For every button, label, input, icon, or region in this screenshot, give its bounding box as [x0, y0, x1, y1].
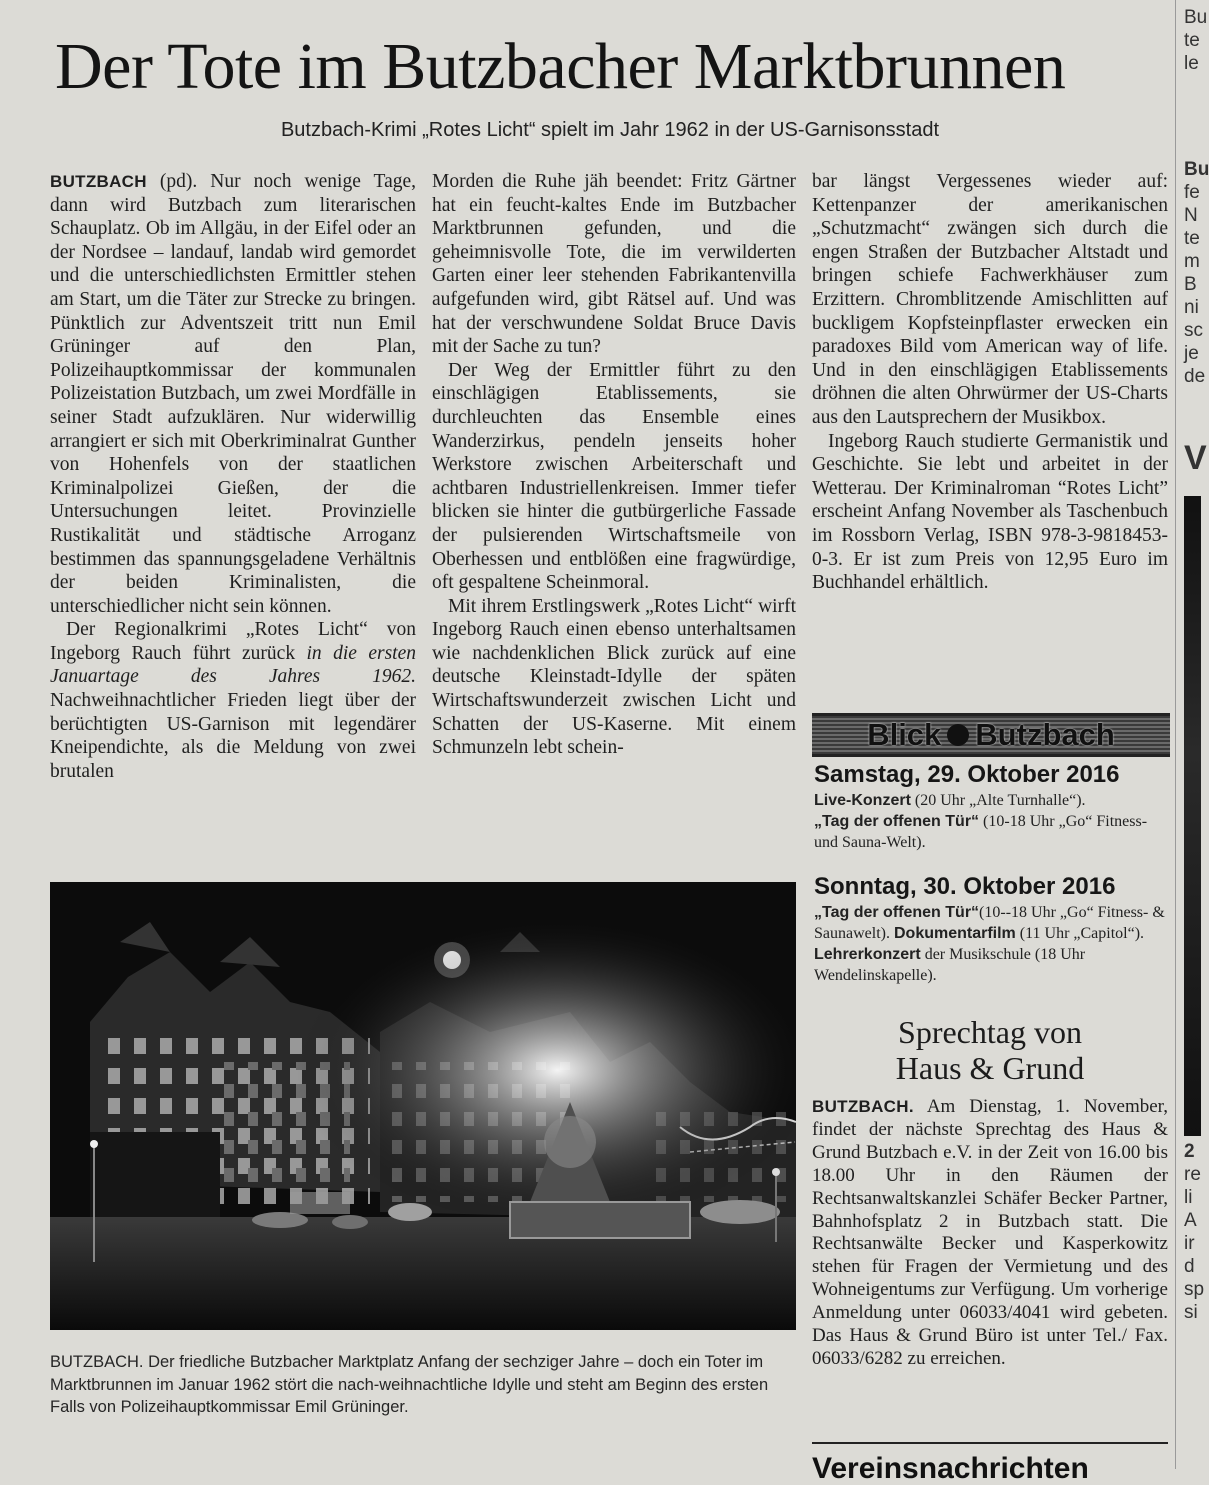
event-info: (10-18 Uhr „Go“ Fitness- und Sauna-Welt).: [814, 813, 1148, 851]
event-details: [814, 790, 1168, 853]
event-info: der Musikschule (18 Uhr Wendelinskapelle).: [814, 946, 1086, 984]
right-edge-fragment: [1184, 1140, 1205, 1324]
event-title: Dokumentarfilm: [893, 925, 1016, 942]
bullet-dot-icon: [947, 724, 969, 746]
fragment-line: te: [1184, 30, 1200, 51]
cut-off-heading: [812, 1452, 1168, 1485]
fragment-line: ni: [1184, 297, 1199, 318]
article-column-3: [812, 170, 1168, 595]
article-headline: Der Tote im Butzbacher Marktbrunnen: [55, 30, 1066, 103]
article-paragraph: Morden die Ruhe jäh beendet: Fritz Gärtner hat ein feucht-kaltes Ende im Butzbacher Marktbrunnen gefunden, und die geheimnisvolle Tote, die im verwilderten Garten einer leer stehenden Fabrikantenvilla aufgefunden wird, gibt Rätsel auf. Und was hat der verschwundene Soldat Bruce Davis mit der Sache zu tun?: [432, 171, 796, 358]
sprechtag-heading: [812, 1014, 1168, 1086]
article-paragraph: Der Weg der Ermittler führt zu den einschlägigen Etablissements, sie durchleuchten das Ensemble eines Wanderzirkus, pendeln jenseits hoher Werkstore zwischen Arbeiterschaft und achtbaren Industriellenkreisen. Immer tiefer blicken sie hinter die gutbürgerliche Fassade der pulsierenden Wirtschaftsmeile von Oberhessen und entblößen eine fragwürdige, oft gespaltene Scheinmoral.: [432, 359, 796, 594]
fragment-line: Bu: [1184, 7, 1208, 28]
night-market-square-image: [50, 882, 796, 1330]
fragment-line: B: [1184, 274, 1197, 295]
fragment-line: te: [1184, 228, 1200, 249]
paragraph-text: (pd). Nur noch wenige Tage, dann wird Butzbach zum literarischen Schauplatz. Ob im Allgäu, in der Eifel oder an der Nordsee – landauf, landab wird gemordet und die unterschiedlichsten Ermittler stehen am Start, um die Täter zur Strecke zu bringen. Pünktlich zur Adventszeit tritt nun Emil Grüninger auf den Plan, Polizeihauptkommissar der kommunalen Polizeistation Butzbach, um zwei Mordfälle in seiner Stadt aufzuklären. Nur widerwillig arrangiert er sich mit Oberkriminalrat Gunther von Hohenfels von der staatlichen Kriminalpolizei Gießen, der die Untersuchungen leitet. Provinzielle Rustikalität und städtische Arroganz bestimmen das spannungsgeladene Verhältnis der beiden Kriminalisten, die unterschiedlicher nicht sein können.: [50, 171, 416, 617]
paragraph-text: Der Regionalkrimi „Rotes Licht“ von Ingeborg Rauch führt zurück: [50, 619, 416, 664]
fragment-line: fe: [1184, 182, 1200, 203]
fragment-line: d: [1184, 1256, 1195, 1277]
marktplatz-photo: [50, 882, 796, 1330]
fragment-line: de: [1184, 366, 1206, 387]
event-title: Lehrerkonzert: [814, 946, 921, 963]
sprechtag-heading-line: Haus & Grund: [895, 1050, 1085, 1086]
article-paragraph: Mit ihrem Erstlingswerk „Rotes Licht“ wirft Ingeborg Rauch einen ebenso unterhaltsamen wie nachdenklichen Blick zurück auf eine deutsche Kleinstadt-Idylle der späten Wirtschaftswunderzeit zwischen Licht und Schatten der US-Kaserne. Mit einem Schmunzeln lebt schein-: [432, 595, 796, 759]
event-title: Live-Konzert: [814, 792, 911, 809]
fragment-line: m: [1184, 251, 1200, 272]
fragment-line: 2: [1184, 1141, 1195, 1162]
fragment-line: sc: [1184, 320, 1203, 341]
event-sunday: [814, 872, 1168, 986]
fragment-line: sp: [1184, 1279, 1205, 1300]
event-info: (10--18 Uhr „Go“ Fitness- & Saunawelt).: [814, 904, 1165, 942]
blick-title-right: Butzbach: [975, 717, 1115, 752]
event-date: Sonntag, 30. Oktober 2016: [814, 873, 1116, 900]
right-edge-fragment: [1184, 158, 1209, 388]
dateline: BUTZBACH: [50, 172, 147, 191]
fragment-line: si: [1184, 1302, 1198, 1323]
right-edge-fragment: [1184, 439, 1207, 477]
fragment-line: re: [1184, 1164, 1201, 1185]
right-edge-fragment: [1184, 6, 1208, 75]
event-title: „Tag der offenen Tür“: [814, 813, 980, 830]
article-paragraph: [50, 170, 416, 618]
sprechtag-heading-line: Sprechtag von: [898, 1014, 1082, 1050]
fragment-line: Bu: [1184, 159, 1209, 180]
section-divider: [812, 1442, 1168, 1444]
article-paragraph: [812, 1096, 1168, 1371]
emphasis-text: in die ersten Januartage des Jahres 1962.: [50, 642, 416, 688]
cut-off-heading-text: Vereinsnachrichten: [812, 1452, 1089, 1485]
fragment-line: A: [1184, 1210, 1197, 1231]
article-subheadline: Butzbach-Krimi „Rotes Licht“ spielt im Jahr 1962 in der US-Garnisonsstadt: [280, 119, 940, 141]
paragraph-text: Am Dienstag, 1. November, findet der nächste Sprechtag des Haus & Grund Butzbach e.V. in der Zeit von 16.00 bis 18.00 Uhr in den Räumen der Rechtsanwaltskanzlei Schäfer Becker Partner, Bahnhofsplatz 2 in Butzbach statt. Die Rechtsanwälte Becker und Kasperkowitz stehen für Fragen der Vermietung und des Wohneigentums zur Verfügung. Um vorherige Anmeldung unter 06033/4041 wird gebeten. Das Haus & Grund Büro ist unter Tel./ Fax. 06033/6282 zu erreichen.: [812, 1096, 1168, 1369]
event-info: (11 Uhr „Capitol“).: [1015, 925, 1145, 942]
event-date: Samstag, 29. Oktober 2016: [814, 761, 1120, 788]
article-paragraph: [50, 618, 416, 783]
right-edge-image-fragment: [1184, 496, 1201, 1136]
fragment-line: N: [1184, 205, 1198, 226]
article-paragraph: Ingeborg Rauch studierte Germanistik und Geschichte. Sie lebt und arbeitet in der Wetterau. Der Kriminalroman “Rotes Licht” erscheint Anfang November als Taschenbuch im Rossborn Verlag, ISBN 978-3-9818453-0-3. Er ist zum Preis von 12,95 Euro im Buchhandel erhältlich.: [812, 430, 1168, 594]
blick-title-left: Blick: [867, 717, 942, 752]
article-column-2: [432, 170, 796, 760]
dateline: BUTZBACH.: [812, 1097, 914, 1116]
event-saturday: [814, 760, 1168, 853]
paragraph-text: Nachweihnachtlicher Frieden liegt über der berüchtigten US-Garnison mit legendärer Kneipendichte, als die Meldung von zwei brutalen: [50, 690, 416, 782]
fragment-line: le: [1184, 53, 1199, 74]
article-column-1: [50, 170, 416, 783]
fragment-line: V: [1184, 439, 1207, 477]
article-paragraph: bar längst Vergessenes wieder auf: Kettenpanzer der amerikanischen „Schutzmacht“ zwängen sich durch die engen Straßen der Butzbacher Altstadt und bringen schiefe Fachwerkhäuser zum Erzittern. Chromblitzende Amischlitten auf buckligem Kopfsteinpflaster erwecken ein paradoxes Bild vom American way of life. Und in den einschlägigen Etablissements dröhnen die alten Ohrwürmer der US-Charts aus den Lautsprechern der Musikbox.: [812, 171, 1168, 428]
photo-caption: BUTZBACH. Der friedliche Butzbacher Marktplatz Anfang der sechziger Jahre – doch ein Toter im Marktbrunnen im Januar 1962 stört die nach-weihnachtliche Idylle und steht am Beginn des ersten Falls von Polizeihauptkommissar Emil Grüninger.: [50, 1353, 769, 1416]
fragment-line: ir: [1184, 1233, 1195, 1254]
fragment-line: je: [1184, 343, 1199, 364]
event-title: „Tag der offenen Tür“: [814, 904, 980, 921]
fragment-line: li: [1184, 1187, 1193, 1208]
event-details: [814, 902, 1168, 986]
column-divider: [1175, 0, 1176, 1469]
sprechtag-text: [812, 1096, 1168, 1371]
blick-butzbach-banner: [812, 713, 1170, 757]
event-info: (20 Uhr „Alte Turnhalle“).: [910, 792, 1086, 809]
